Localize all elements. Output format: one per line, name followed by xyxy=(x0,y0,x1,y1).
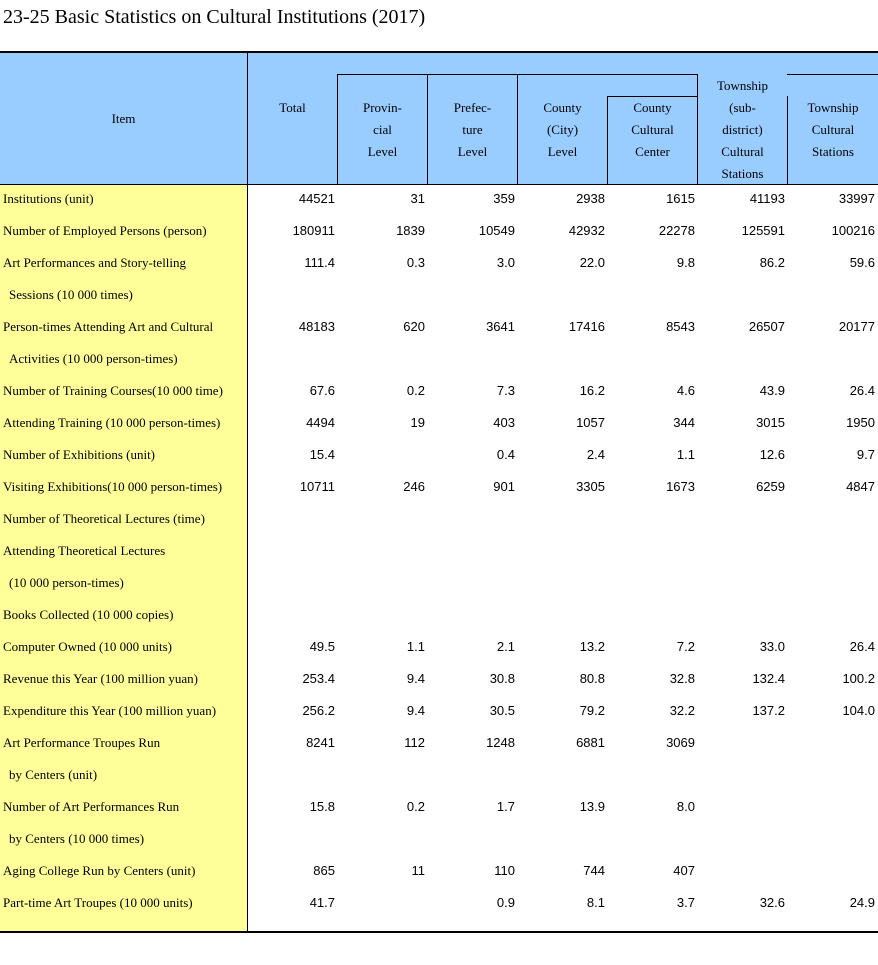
row-value: 26.4 xyxy=(849,383,875,398)
row-value: 44521 xyxy=(298,191,335,206)
row-value: 12.6 xyxy=(759,447,785,462)
row-value: 26507 xyxy=(748,319,785,334)
table-row xyxy=(0,471,878,503)
row-value: 10549 xyxy=(478,223,515,238)
row-value: 8241 xyxy=(306,735,335,750)
row-value: 48183 xyxy=(298,319,335,334)
row-value: 80.8 xyxy=(579,671,605,686)
row-value: 344 xyxy=(673,415,695,430)
row-value: 403 xyxy=(493,415,515,430)
row-value: 41.7 xyxy=(309,895,335,910)
table-row xyxy=(0,311,878,366)
row-label-continued: (10 000 person-times) xyxy=(9,575,124,590)
table-row xyxy=(0,215,878,247)
header-township: Township (sub- district) Cultural Stations xyxy=(716,78,769,181)
row-value: 3641 xyxy=(486,319,515,334)
header-county: County (City) Level xyxy=(543,100,582,159)
row-value: 4.6 xyxy=(676,383,695,398)
table-row xyxy=(0,407,878,439)
row-value: 30.8 xyxy=(489,671,515,686)
row-label: Person-times Attending Art and Cultural xyxy=(3,319,214,334)
row-label: Number of Exhibitions (unit) xyxy=(3,447,156,462)
page-title: 23-25 Basic Statistics on Cultural Institutions (2017) xyxy=(3,6,426,28)
row-value: 3305 xyxy=(576,479,605,494)
row-label: Computer Owned (10 000 units) xyxy=(3,639,172,654)
row-value: 0.3 xyxy=(406,255,425,270)
row-value: 0.2 xyxy=(406,383,425,398)
row-value: 15.8 xyxy=(309,799,335,814)
row-value: 1839 xyxy=(396,223,425,238)
row-value: 86.2 xyxy=(759,255,785,270)
row-value: 10711 xyxy=(299,479,335,494)
row-value: 42932 xyxy=(568,223,605,238)
row-label: Books Collected (10 000 copies) xyxy=(3,607,174,622)
row-label-continued: by Centers (unit) xyxy=(9,767,98,782)
row-label: Attending Training (10 000 person-times) xyxy=(3,415,221,430)
row-value: 9.4 xyxy=(406,671,425,686)
row-value: 256.2 xyxy=(302,703,335,718)
row-value: 359 xyxy=(493,191,515,206)
row-value: 253.4 xyxy=(302,671,335,686)
row-label: Art Performance Troupes Run xyxy=(3,735,161,750)
row-value: 2.1 xyxy=(496,639,515,654)
row-value: 246 xyxy=(403,479,425,494)
row-value: 30.5 xyxy=(489,703,515,718)
row-label: Part-time Art Troupes (10 000 units) xyxy=(3,895,193,910)
row-value: 104.0 xyxy=(842,703,875,718)
table-row xyxy=(0,247,878,302)
row-value: 8.0 xyxy=(676,799,695,814)
row-value: 3069 xyxy=(666,735,695,750)
row-value: 1.1 xyxy=(676,447,695,462)
row-value: 100.2 xyxy=(842,671,875,686)
row-label-continued: by Centers (10 000 times) xyxy=(9,831,145,846)
row-value: 15.4 xyxy=(309,447,335,462)
row-value: 43.9 xyxy=(759,383,785,398)
row-value: 32.2 xyxy=(669,703,695,718)
table-row xyxy=(0,791,878,846)
row-label: Art Performances and Story-telling xyxy=(3,255,187,270)
table-row xyxy=(0,855,878,887)
row-label: Attending Theoretical Lectures xyxy=(3,543,166,558)
row-label: Expenditure this Year (100 million yuan) xyxy=(3,703,217,718)
table-row xyxy=(0,695,878,727)
row-value: 1057 xyxy=(576,415,605,430)
table-row xyxy=(0,887,878,919)
row-value: 1950 xyxy=(846,415,875,430)
row-value: 744 xyxy=(583,863,605,878)
row-value: 41193 xyxy=(749,191,785,206)
table-row xyxy=(0,439,878,471)
header-rule-township-group xyxy=(787,74,878,75)
row-value: 7.2 xyxy=(676,639,695,654)
row-value: 125591 xyxy=(741,223,785,238)
row-value: 24.9 xyxy=(849,895,875,910)
row-value: 33997 xyxy=(838,191,875,206)
row-value: 901 xyxy=(493,479,515,494)
row-value: 8.1 xyxy=(586,895,605,910)
row-value: 17416 xyxy=(568,319,605,334)
row-value: 79.2 xyxy=(579,703,605,718)
row-label: Revenue this Year (100 million yuan) xyxy=(3,671,198,686)
row-label: Visiting Exhibitions(10 000 person-times) xyxy=(3,479,223,494)
table-row xyxy=(0,183,878,215)
row-value: 9.7 xyxy=(856,447,875,462)
header-total: Total xyxy=(279,100,306,115)
row-value: 180911 xyxy=(292,223,335,238)
row-label-continued: Sessions (10 000 times) xyxy=(9,287,133,302)
row-value: 31 xyxy=(410,191,425,206)
row-value: 110 xyxy=(494,863,515,878)
row-value: 13.9 xyxy=(579,799,605,814)
row-value: 137.2 xyxy=(752,703,785,718)
row-value: 0.9 xyxy=(496,895,515,910)
header-prefecture: Prefec- ture Level xyxy=(453,100,492,159)
row-label-continued: Activities (10 000 person-times) xyxy=(9,351,178,366)
row-value: 13.2 xyxy=(579,639,605,654)
table-row xyxy=(0,727,878,782)
row-value: 6881 xyxy=(576,735,605,750)
row-value: 1248 xyxy=(486,735,515,750)
row-value: 22.0 xyxy=(579,255,605,270)
row-value: 4494 xyxy=(306,415,335,430)
row-value: 33.0 xyxy=(759,639,785,654)
table-row xyxy=(0,599,878,631)
row-value: 1.1 xyxy=(406,639,425,654)
row-value: 100216 xyxy=(831,223,875,238)
header-item: Item xyxy=(111,111,136,126)
row-label: Aging College Run by Centers (unit) xyxy=(3,863,196,878)
row-value: 22278 xyxy=(658,223,695,238)
row-value: 1.7 xyxy=(496,799,515,814)
row-value: 59.6 xyxy=(849,255,875,270)
row-value: 8543 xyxy=(666,319,695,334)
table-row xyxy=(0,631,878,663)
row-label: Number of Art Performances Run xyxy=(3,799,180,814)
row-value: 0.4 xyxy=(496,447,515,462)
row-value: 3015 xyxy=(756,415,785,430)
row-value: 32.6 xyxy=(759,895,785,910)
row-label: Number of Theoretical Lectures (time) xyxy=(3,511,205,526)
row-value: 9.4 xyxy=(406,703,425,718)
row-value: 11 xyxy=(411,863,425,878)
row-value: 6259 xyxy=(756,479,785,494)
row-value: 49.5 xyxy=(309,639,335,654)
row-value: 20177 xyxy=(838,319,875,334)
row-value: 1673 xyxy=(666,479,695,494)
table-row xyxy=(0,375,878,407)
table-row xyxy=(0,535,878,590)
row-value: 32.8 xyxy=(669,671,695,686)
row-value: 865 xyxy=(313,863,335,878)
row-value: 26.4 xyxy=(849,639,875,654)
row-value: 16.2 xyxy=(579,383,605,398)
row-label: Number of Training Courses(10 000 time) xyxy=(3,383,223,398)
row-value: 67.6 xyxy=(309,383,335,398)
row-value: 132.4 xyxy=(752,671,785,686)
row-value: 9.8 xyxy=(676,255,695,270)
row-value: 407 xyxy=(673,863,695,878)
row-value: 19 xyxy=(410,415,425,430)
row-value: 3.7 xyxy=(676,895,695,910)
table-row xyxy=(0,663,878,695)
row-value: 2.4 xyxy=(586,447,605,462)
row-value: 0.2 xyxy=(406,799,425,814)
row-value: 111.4 xyxy=(304,255,335,270)
header-provincial: Provin- cial Level xyxy=(363,100,402,159)
row-value: 4847 xyxy=(846,479,875,494)
row-value: 2938 xyxy=(576,191,605,206)
row-label: Number of Employed Persons (person) xyxy=(3,223,207,238)
header-township-stations: Township Cultural Stations xyxy=(807,100,859,159)
row-value: 620 xyxy=(403,319,425,334)
row-value: 3.0 xyxy=(496,255,515,270)
table-bottom-rule xyxy=(0,931,878,933)
table-header xyxy=(0,53,878,185)
header-county-center: County Cultural Center xyxy=(631,100,674,159)
row-label: Institutions (unit) xyxy=(3,191,94,206)
row-value: 112 xyxy=(404,735,425,750)
row-value: 7.3 xyxy=(496,383,515,398)
table-row xyxy=(0,503,878,535)
row-value: 1615 xyxy=(666,191,695,206)
